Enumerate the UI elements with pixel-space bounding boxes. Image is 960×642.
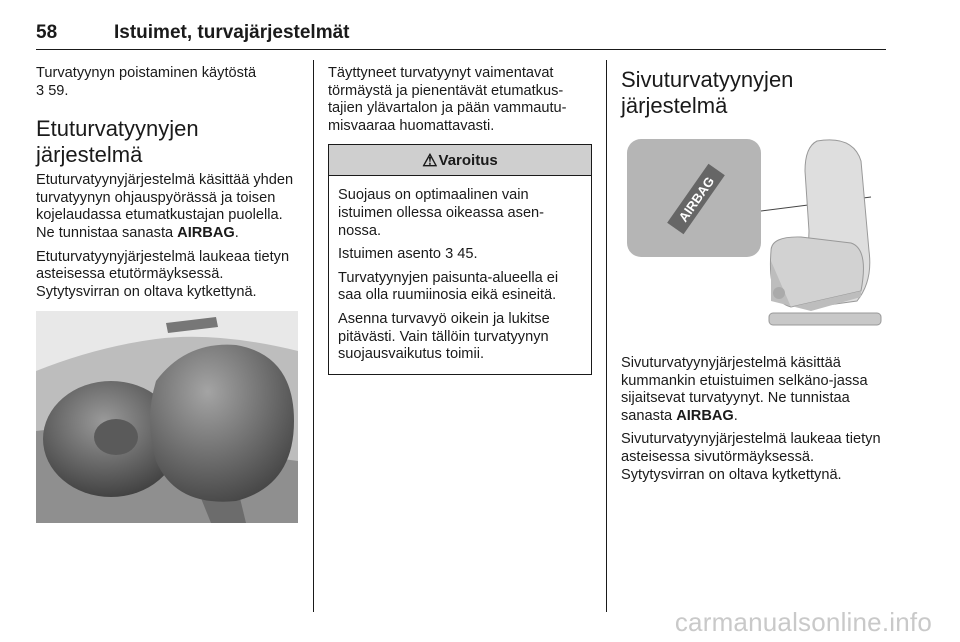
- warning-text-4: Asenna turvavyö oikein ja lukitse pitävästi. Vain tällöin turvatyynyn suojausvaikutus toimii.: [338, 310, 550, 363]
- page-number: 58: [36, 22, 58, 43]
- warning-text-2: Istuimen asento 3 45.: [338, 246, 478, 263]
- section-heading-front-airbag: Etuturvatyynyjen järjestelmä: [36, 116, 199, 168]
- warning-text-3: Turvatyynyjen paisunta-alueella ei saa olla ruumiinosia eikä esineitä.: [338, 269, 559, 304]
- airbag-effect-text: Täyttyneet turvatyynyt vaimentavat törmäystä ja pienentävät etumatkus-tajien ylävartalon ja pään vammautu-misvaaraa huomattavasti.: [328, 65, 567, 134]
- section-heading-side-airbag: Sivuturvatyynyjen järjestelmä: [621, 67, 794, 118]
- column-divider-2: [606, 60, 607, 612]
- column-1: [36, 65, 302, 523]
- airbag-label: AIRBAG: [675, 173, 718, 225]
- warning-icon: ⚠: [422, 150, 438, 170]
- airbag-term: AIRBAG: [676, 407, 734, 424]
- page-header: [36, 22, 886, 50]
- warning-header: [329, 145, 591, 176]
- ref-arrow-icon: 3: [445, 246, 454, 263]
- ref-arrow-icon: 3: [36, 82, 45, 99]
- column-divider-1: [313, 60, 314, 612]
- airbag-term: AIRBAG: [177, 224, 235, 241]
- warning-title: Varoitus: [438, 151, 498, 169]
- side-airbag-seat-illustration: [621, 131, 887, 343]
- page-ref-link[interactable]: 45.: [457, 246, 478, 263]
- side-airbag-trigger-text: Sivuturvatyynyjärjestelmä laukeaa tietyn asteisessa sivutörmäyksessä. Sytytysvirran on oltava kytkettynä.: [621, 431, 881, 483]
- intro-paragraph: [36, 65, 302, 100]
- column-2: [328, 65, 592, 375]
- front-airbag-description: Etuturvatyynyjärjestelmä käsittää yhden turvatyynyn ohjauspyörässä ja toisen kojelaudassa etumatkustajan puolella. Ne tunnistaa sanasta AIRBAG.: [36, 172, 294, 241]
- page-title: Istuimet, turvajärjestelmät: [114, 22, 350, 43]
- front-airbag-trigger-text: Etuturvatyynyjärjestelmä laukeaa tietyn asteisessa etutörmäyksessä. Sytytysvirran on oltava kytkettynä.: [36, 248, 290, 300]
- warning-text-1: Suojaus on optimaalinen vain istuimen ollessa oikeassa asen-nossa.: [338, 187, 545, 239]
- watermark: carmanualsonline.info: [674, 607, 932, 637]
- column-3: [621, 65, 887, 490]
- intro-text: Turvatyynyn poistaminen käytöstä: [36, 65, 257, 81]
- side-airbag-description: Sivuturvatyynyjärjestelmä käsittää kummankin etuistuimen selkäno-jassa sijaitsevat turvatyynyt. Ne tunnistaa sanasta AIRBAG.: [621, 355, 868, 424]
- warning-box: [328, 144, 592, 374]
- warning-body: [329, 176, 591, 373]
- page-ref-link[interactable]: 59.: [48, 82, 69, 99]
- front-airbags-illustration: [36, 311, 298, 523]
- header-rule: [36, 49, 886, 50]
